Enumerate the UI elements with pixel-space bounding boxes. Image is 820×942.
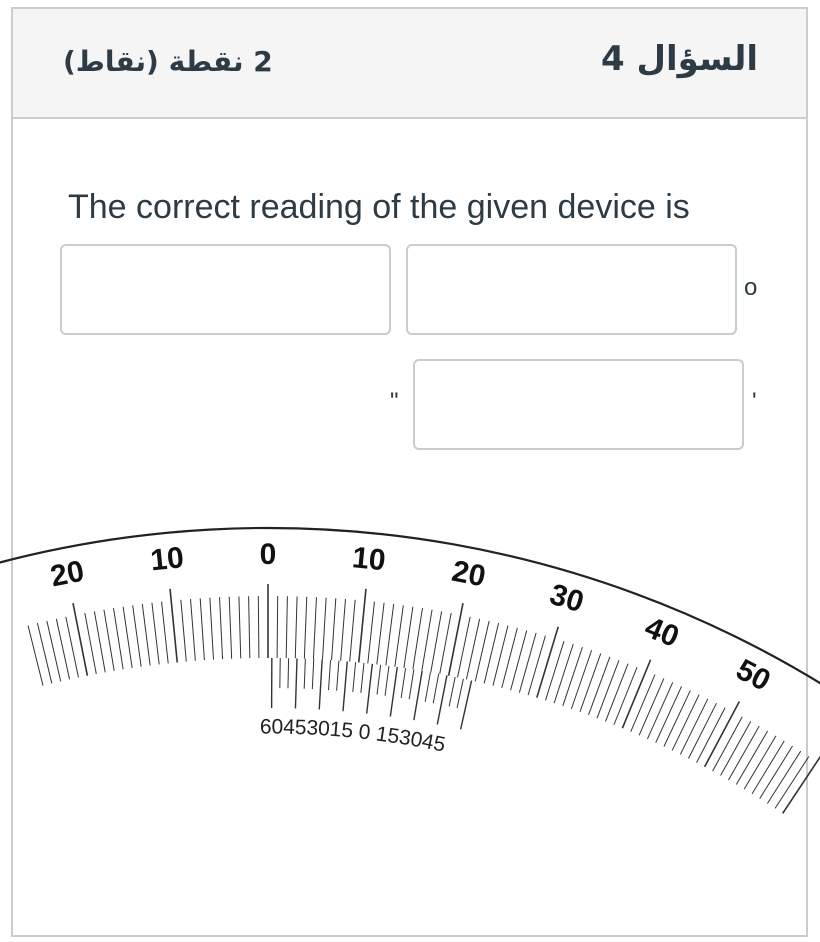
answer-field-minutes[interactable]	[413, 359, 744, 450]
question-title: السؤال 4	[601, 39, 758, 79]
vernier-label: 30	[305, 716, 331, 741]
vernier-tick	[361, 663, 364, 693]
vernier-tick	[377, 665, 381, 695]
main-scale-label: 20	[449, 554, 489, 594]
main-scale-tick	[286, 596, 287, 658]
main-scale-ticks	[28, 584, 820, 813]
main-scale-label: 50	[730, 653, 776, 698]
main-scale-tick	[563, 647, 583, 706]
main-scale-tick	[614, 667, 637, 725]
main-scale-tick	[258, 596, 259, 658]
main-scale-tick	[239, 596, 241, 658]
main-scale-label: 10	[350, 541, 388, 578]
vernier-tick	[425, 672, 430, 702]
main-scale-tick	[377, 603, 384, 665]
main-scale-tick	[249, 596, 250, 658]
vernier-tick	[390, 667, 397, 717]
vernier-label: 15	[374, 722, 401, 749]
second-unit-label: "	[390, 388, 399, 415]
main-scale-tick	[545, 641, 563, 700]
vernier-label: 15	[328, 717, 354, 743]
answer-field-1[interactable]	[60, 244, 391, 335]
vernier-tick	[319, 660, 322, 710]
main-scale-tick	[537, 627, 558, 698]
main-scale-tick	[229, 597, 231, 659]
main-scale-tick	[277, 596, 278, 658]
protractor-svg	[47, 508, 776, 824]
main-scale-label: 40	[640, 610, 684, 655]
main-scale-tick	[123, 607, 132, 668]
main-scale-tick	[152, 603, 159, 665]
main-scale-tick	[181, 600, 186, 662]
vernier-label: 60	[259, 715, 284, 739]
protractor-vernier-figure	[47, 508, 776, 824]
main-scale-tick	[313, 597, 316, 659]
degree-unit-label: o	[744, 274, 758, 301]
vernier-tick	[304, 659, 305, 689]
vernier-scale-labels	[260, 716, 448, 757]
main-scale-tick	[656, 686, 682, 742]
minute-unit-label: '	[752, 388, 757, 415]
main-scale-tick	[323, 598, 327, 660]
main-scale-tick	[170, 589, 177, 663]
main-scale-tick	[114, 608, 124, 669]
vernier-tick	[295, 658, 297, 708]
main-scale-tick	[395, 605, 403, 666]
main-scale-label: 0	[259, 537, 277, 571]
question-prompt: The correct reading of the given device is	[68, 188, 690, 226]
main-scale-tick	[519, 633, 536, 693]
main-scale-tick	[66, 617, 79, 678]
main-scale-tick	[458, 617, 471, 678]
vernier-tick	[343, 661, 347, 711]
main-scale-tick	[359, 589, 366, 663]
vernier-tick	[353, 662, 356, 692]
main-scale-tick	[580, 653, 601, 711]
main-scale-label: 30	[545, 577, 588, 620]
main-scale-tick	[332, 598, 336, 660]
main-scale-tick	[511, 630, 527, 690]
main-scale-tick	[191, 599, 196, 661]
main-scale-tick	[672, 695, 699, 751]
vernier-tick	[433, 674, 439, 703]
vernier-tick	[437, 675, 447, 724]
main-scale-tick	[85, 613, 96, 674]
main-scale-tick	[680, 699, 707, 755]
main-scale-tick	[528, 636, 545, 696]
main-scale-tick	[493, 625, 508, 685]
main-scale-tick	[350, 600, 355, 662]
vernier-tick	[449, 677, 455, 706]
vernier-tick	[312, 659, 313, 689]
question-header	[13, 9, 806, 119]
vernier-label: 0	[357, 720, 372, 745]
main-scale-tick	[413, 608, 423, 669]
main-scale-tick	[589, 657, 610, 715]
main-scale-tick	[631, 675, 655, 732]
vernier-tick	[401, 668, 405, 698]
main-scale-tick	[606, 664, 629, 722]
vernier-tick	[385, 666, 389, 696]
vernier-tick	[329, 660, 331, 690]
vernier-label: 30	[397, 725, 425, 753]
vernier-tick	[409, 670, 414, 700]
main-scale-tick	[664, 690, 690, 746]
main-scale-tick	[341, 599, 346, 661]
main-scale-tick	[200, 598, 204, 660]
main-scale-tick	[554, 644, 573, 703]
main-scale-label: 20	[47, 554, 87, 594]
main-scale-tick	[422, 610, 432, 671]
main-scale-tick	[386, 604, 394, 666]
main-scale-tick	[597, 660, 619, 718]
vernier-label: 45	[282, 715, 307, 740]
main-scale-tick	[295, 596, 297, 658]
vernier-label: 45	[419, 729, 448, 757]
main-scale-tick	[571, 650, 591, 709]
main-scale-tick	[104, 610, 114, 671]
main-scale-tick	[705, 702, 740, 767]
main-scale-label: 10	[148, 541, 186, 578]
vernier-tick	[457, 679, 463, 708]
main-scale-tick	[440, 613, 451, 674]
main-scale-tick	[210, 598, 214, 660]
vernier-tick	[288, 658, 289, 688]
main-scale-tick	[142, 604, 150, 666]
main-scale-tick	[162, 602, 169, 664]
vernier-tick	[461, 681, 472, 730]
main-scale-tick	[431, 611, 442, 672]
main-scale-tick	[304, 597, 306, 659]
vernier-tick	[367, 664, 373, 714]
main-scale-tick	[404, 607, 413, 668]
answer-field-degrees[interactable]	[406, 244, 737, 335]
main-scale-tick	[502, 628, 518, 688]
vernier-tick	[337, 661, 339, 691]
main-scale-tick	[133, 605, 141, 666]
main-scale-tick	[94, 611, 105, 672]
main-scale-tick	[639, 678, 664, 735]
question-points: 2 نقطة (نقاط)	[63, 45, 273, 78]
main-scale-tick	[647, 682, 672, 739]
vernier-tick	[414, 671, 422, 720]
main-scale-tick	[368, 602, 375, 664]
main-scale-tick	[220, 597, 223, 659]
